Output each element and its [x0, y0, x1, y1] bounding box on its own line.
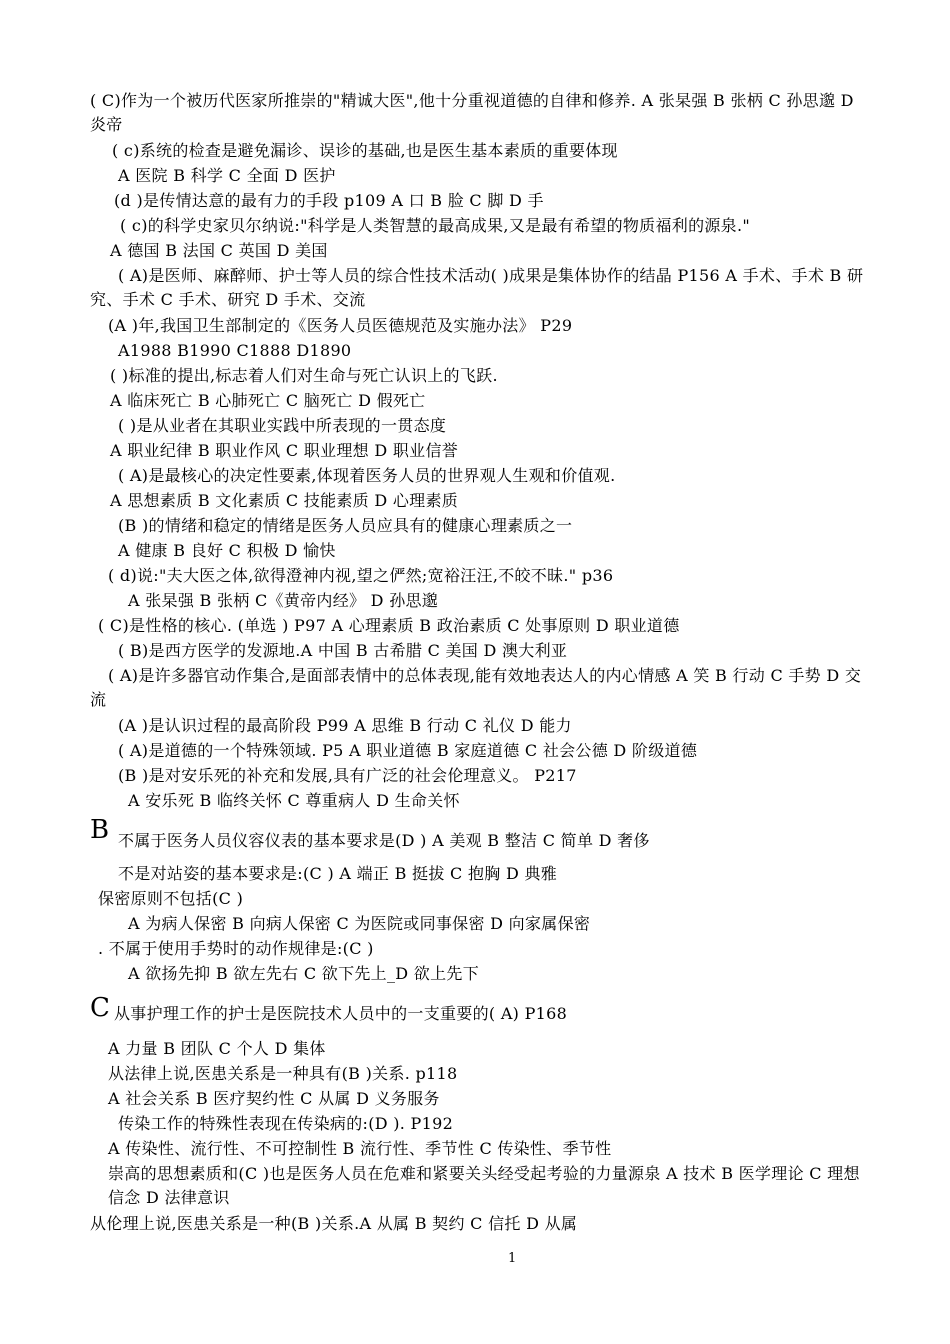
question-19: 不是对站姿的基本要求是:(C ) A 端正 B 挺拔 C 抱胸 D 典雅	[118, 864, 558, 883]
question-5: ( A)是医师、麻醉师、护士等人员的综合性技术活动( )成果是集体协作的结晶 P156 A 手术、手术 B 研究、手术 C 手术、研究 D 手术、交流	[90, 266, 864, 309]
options-20: A 为病人保密 B 向病人保密 C 为医院或同事保密 D 向家属保密	[128, 914, 591, 933]
options-4: A 德国 B 法国 C 英国 D 美国	[110, 241, 328, 260]
question-18: 不属于医务人员仪容仪表的基本要求是(D ) A 美观 B 整洁 C 简单 D 奢侈	[118, 831, 650, 850]
question-9: ( A)是最核心的决定性要素,体现着医务人员的世界观人生观和价值观.	[118, 466, 616, 485]
question-23: 从法律上说,医患关系是一种具有(B )关系. p118	[108, 1064, 458, 1083]
question-12: ( C)是性格的核心. (单选 ) P97 A 心理素质 B 政治素质 C 处事原则 D 职业道德	[98, 616, 680, 635]
options-9: A 思想素质 B 文化素质 C 技能素质 D 心理素质	[110, 491, 459, 510]
question-6: (A )年,我国卫生部制定的《医务人员医德规范及实施办法》 P29	[108, 316, 573, 335]
options-24: A 传染性、流行性、不可控制性 B 流行性、季节性 C 传染性、季节性	[108, 1139, 612, 1158]
question-8: ( )是从业者在其职业实践中所表现的一贯态度	[118, 416, 447, 435]
question-25: 崇高的思想素质和(C )也是医务人员在危难和紧要关头经受起考验的力量源泉 A 技术 B 医学理论 C 理想信念 D 法律意识	[108, 1164, 860, 1207]
question-22: 从事护理工作的护士是医院技术人员中的一支重要的( A) P168	[114, 1004, 568, 1023]
question-17: (B )是对安乐死的补充和发展,具有广泛的社会伦理意义。 P217	[118, 766, 577, 785]
options-2: A 医院 B 科学 C 全面 D 医护	[118, 166, 336, 185]
options-21: A 欲扬先抑 B 欲左先右 C 欲下先上_D 欲上先下	[128, 964, 479, 983]
options-7: A 临床死亡 B 心肺死亡 C 脑死亡 D 假死亡	[110, 391, 426, 410]
options-17: A 安乐死 B 临终关怀 C 尊重病人 D 生命关怀	[128, 791, 460, 810]
options-23: A 社会关系 B 医疗契约性 C 从属 D 义务服务	[108, 1089, 440, 1108]
question-2: ( c)系统的检查是避免漏诊、误诊的基础,也是医生基本素质的重要体现	[112, 141, 618, 160]
question-14: ( A)是许多器官动作集合,是面部表情中的总体表现,能有效地表达人的内心情感 A 笑 B 行动 C 手势 D 交流	[90, 666, 862, 709]
question-15: (A )是认识过程的最高阶段 P99 A 思维 B 行动 C 礼仪 D 能力	[118, 716, 572, 735]
question-20: 保密原则不包括(C )	[98, 889, 244, 908]
options-11: A 张杲强 B 张柄 C《黄帝内经》 D 孙思邈	[128, 591, 439, 610]
section-letter-b: B	[90, 815, 110, 845]
options-8: A 职业纪律 B 职业作风 C 职业理想 D 职业信誉	[110, 441, 459, 460]
question-10: (B )的情绪和稳定的情绪是医务人员应具有的健康心理素质之一	[118, 516, 573, 535]
question-3: (d )是传情达意的最有力的手段 p109 A 口 B 脸 C 脚 D 手	[114, 191, 544, 210]
question-26: 从伦理上说,医患关系是一种(B )关系.A 从属 B 契约 C 信托 D 从属	[90, 1214, 578, 1233]
question-13: ( B)是西方医学的发源地.A 中国 B 古希腊 C 美国 D 澳大利亚	[118, 641, 568, 660]
question-1: ( C)作为一个被历代医家所推崇的"精诚大医",他十分重视道德的自律和修养. A 张杲强 B 张柄 C 孙思邈 D 炎帝	[90, 91, 854, 134]
question-24: 传染工作的特殊性表现在传染病的:(D ). P192	[118, 1114, 454, 1133]
question-7: ( )标准的提出,标志着人们对生命与死亡认识上的飞跃.	[110, 366, 498, 385]
question-16: ( A)是道德的一个特殊领域. P5 A 职业道德 B 家庭道德 C 社会公德 D 阶级道德	[118, 741, 698, 760]
page-number: 1	[508, 1251, 517, 1266]
options-10: A 健康 B 良好 C 积极 D 愉快	[118, 541, 336, 560]
options-6: A1988 B1990 C1888 D1890	[118, 341, 352, 360]
question-21: . 不属于使用手势时的动作规律是:(C )	[98, 939, 374, 958]
question-11: ( d)说:"夫大医之体,欲得澄神内视,望之俨然;宽裕汪汪,不皎不昧." p36	[108, 566, 614, 585]
options-22: A 力量 B 团队 C 个人 D 集体	[108, 1039, 326, 1058]
section-letter-c: C	[90, 993, 111, 1023]
question-4: ( c)的科学史家贝尔纳说:"科学是人类智慧的最高成果,又是最有希望的物质福利的源泉."	[120, 216, 751, 235]
